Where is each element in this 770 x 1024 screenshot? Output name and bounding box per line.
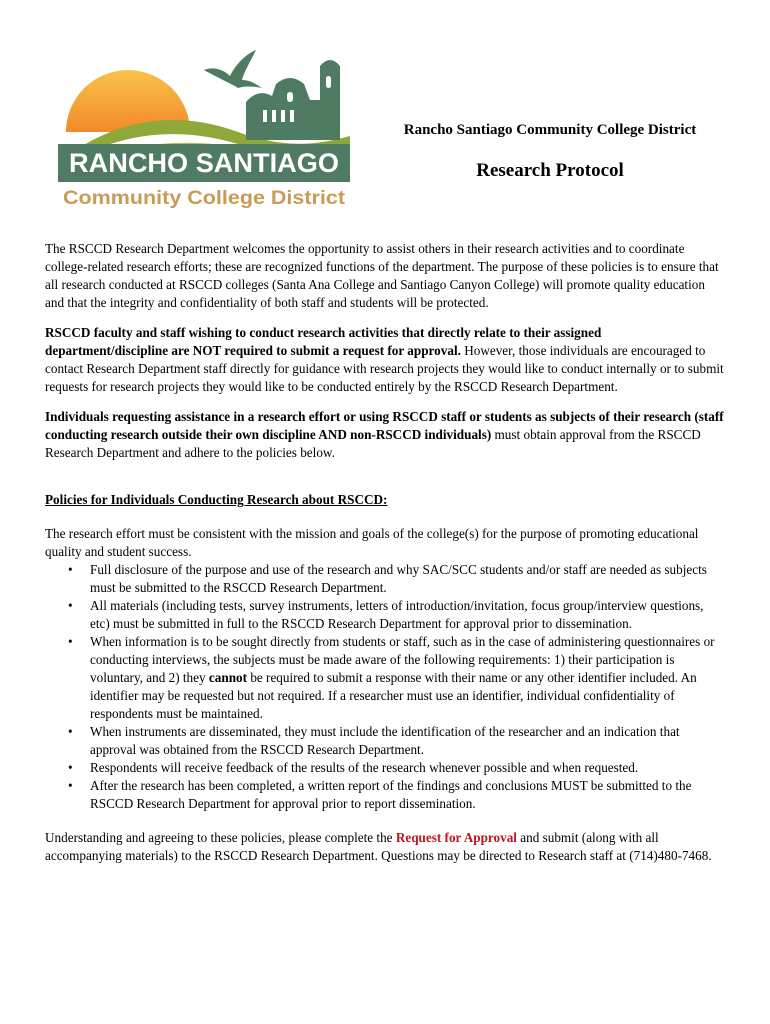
list-item: • When information is to be sought directly from students or staff, such as in the case of administering questionnaires or conducting interviews, the subjects must be made aware of the following requirements: 1) their participation is voluntary, and 2) they cannot be required to submit a response with their name or any other identifier included. An identifier may be requested but not required. If a researcher must use an identifier, individual confidentiality of respondents must be maintained. <box>90 633 725 723</box>
page-title: Research Protocol <box>476 160 624 181</box>
list-item: • All materials (including tests, survey instruments, letters of introduction/invitation, focus group/interview questions, etc) must be submitted in full to the RSCCD Research Department for approval prior to dissemination. <box>90 597 725 633</box>
faculty-bold-text: RSCCD faculty and staff wishing to conduct research activities that directly relate to their assigned department/discipline are NOT required to submit a request for approval. <box>45 325 602 358</box>
list-item: • Full disclosure of the purpose and use of the research and why SAC/SCC students and/or staff are needed as subjects must be submitted to the RSCCD Research Department. <box>90 561 725 597</box>
list-item: • When instruments are disseminated, they must include the identification of the researcher and an indication that approval was obtained from the RSCCD Research Department. <box>90 723 725 759</box>
list-item: • After the research has been completed, a written report of the findings and conclusions MUST be submitted to the RSCCD Research Department for approval prior to report dissemination. <box>90 777 725 813</box>
closing-paragraph: Understanding and agreeing to these policies, please complete the Request for Approval and submit (along with all accompanying materials) to the RSCCD Research Department. Questions may be directed to Research staff at (714)480-7468. <box>45 830 712 863</box>
policies-lead: The research effort must be consistent with the mission and goals of the college(s) for the purpose of promoting educational quality and student success. <box>45 526 699 559</box>
faculty-text: However, those individuals are encouraged to contact Research Department staff directly for guidance with research projects they would like to conduct internally or to submit requests for research projects they would like to be conducted entirely by the RSCCD Research Department. <box>45 343 724 394</box>
district-name: Rancho Santiago Community College District <box>403 122 697 138</box>
logo-line1: RANCHO SANTIAGO <box>69 148 339 178</box>
mission-building-icon <box>246 60 340 140</box>
bird-icon <box>204 50 262 88</box>
cannot-emphasis: cannot <box>208 670 248 685</box>
policies-list <box>45 561 725 813</box>
logo-line2: Community College District <box>63 188 346 209</box>
external-text: must obtain approval from the RSCCD Research Department and adhere to the policies below. <box>45 427 701 460</box>
external-paragraph <box>45 408 725 462</box>
faculty-paragraph <box>45 324 725 396</box>
intro-paragraph: The RSCCD Research Department welcomes the opportunity to assist others in their research activities and to coordinate college-related research efforts; these are recognized functions of the department. The purpose of these policies is to ensure that all research conducted at RSCCD colleges (Santa Ana College and Santiago Canyon College) will promote quality education and that the integrity and confidentiality of both staff and students will be protected. <box>45 241 719 310</box>
rsccd-logo <box>58 40 353 212</box>
external-bold-text: Individuals requesting assistance in a research effort or using RSCCD staff or students as subjects of their research (staff conducting research outside their own discipline AND non-RSCCD individuals) <box>45 409 724 442</box>
document-body <box>45 240 725 865</box>
list-item: • Respondents will receive feedback of the results of the research whenever possible and when requested. <box>90 759 725 777</box>
request-for-approval-link[interactable]: Request for Approval <box>395 830 517 845</box>
policies-heading: Policies for Individuals Conducting Research about RSCCD: <box>45 492 388 507</box>
